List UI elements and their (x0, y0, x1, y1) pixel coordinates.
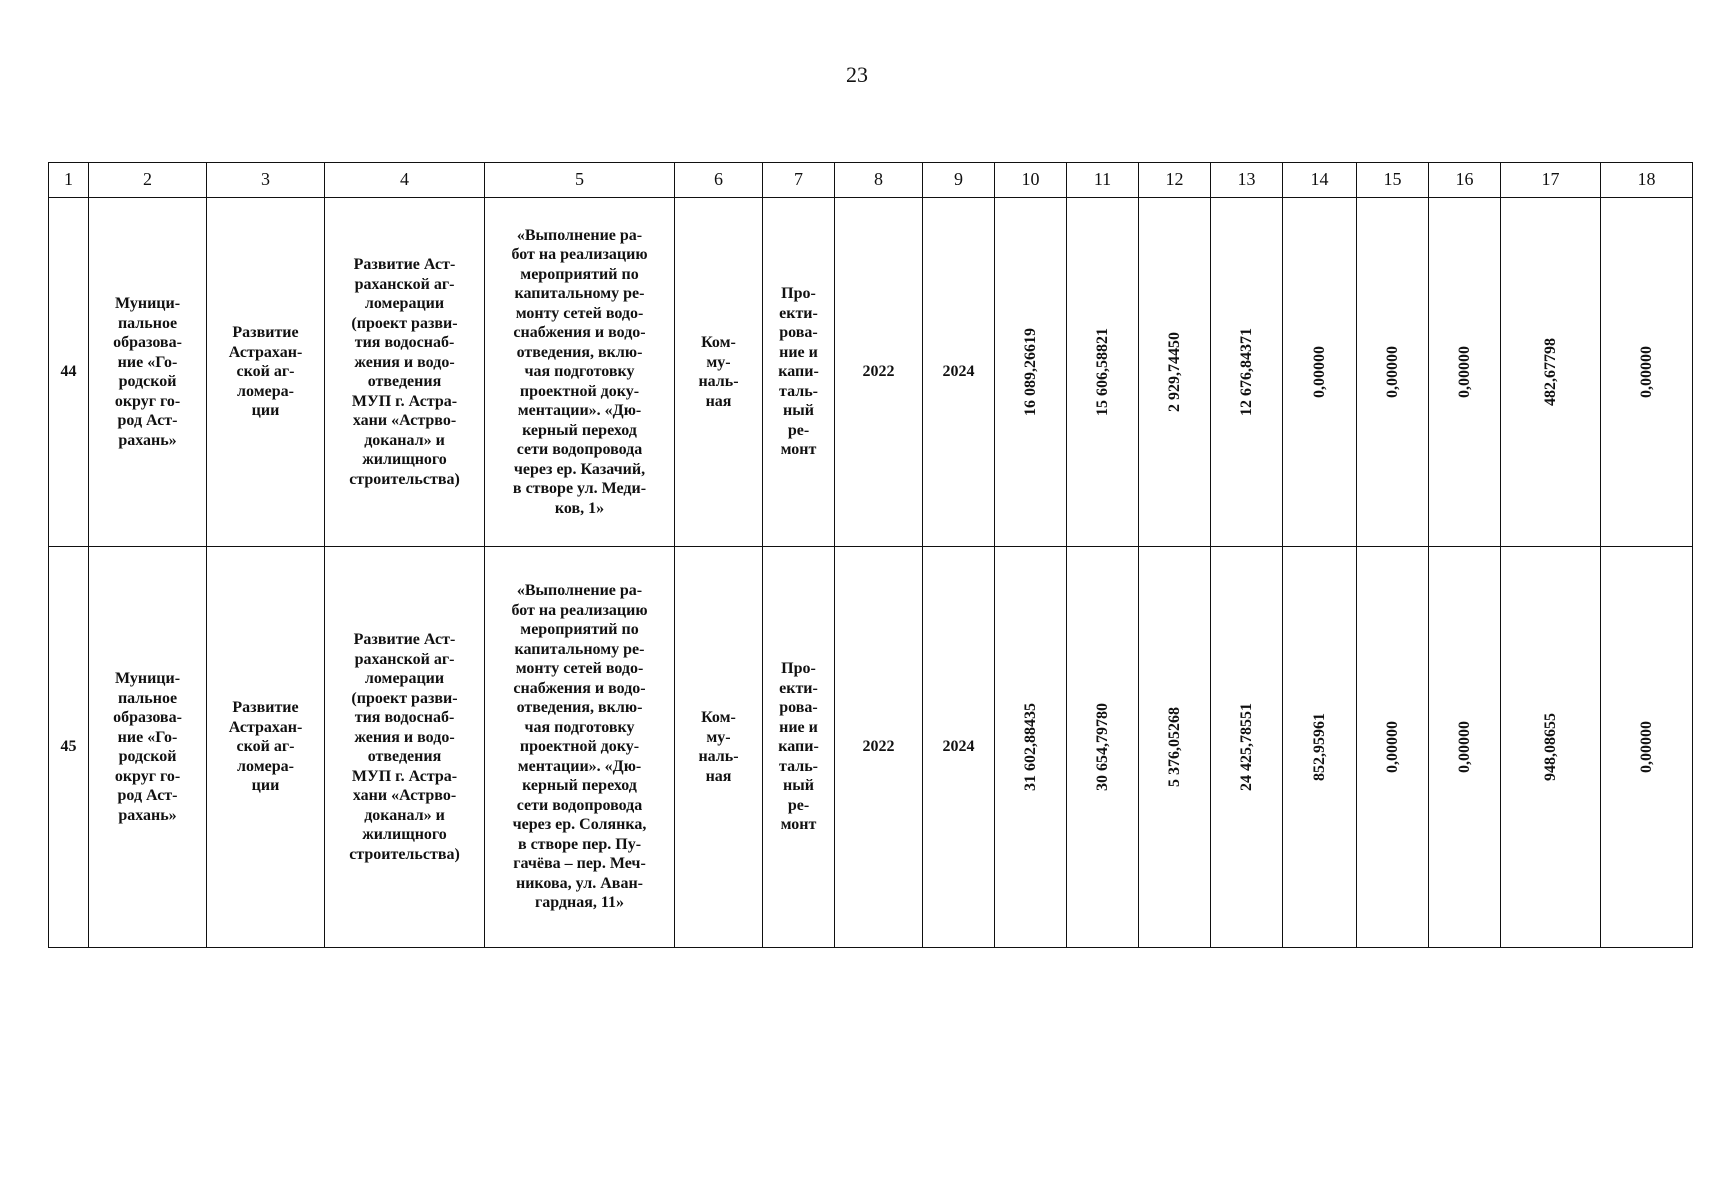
amount-cell: 852,95961 (1310, 713, 1328, 781)
col-header: 8 (835, 163, 923, 198)
col-header: 2 (89, 163, 207, 198)
amount-cell: 2 929,74450 (1165, 332, 1183, 412)
work-type-cell: Про- екти- рова- ние и капи- таль- ный ре- монт (763, 198, 835, 547)
amount-cell: 31 602,88435 (1021, 703, 1039, 791)
amount-cell: 30 654,79780 (1093, 703, 1111, 791)
table-row (49, 198, 1693, 547)
amount-cell: 16 089,26619 (1021, 328, 1039, 416)
row-number: 45 (49, 547, 89, 948)
col-header: 17 (1501, 163, 1601, 198)
amount-cell: 24 425,78551 (1237, 703, 1255, 791)
col-header: 18 (1601, 163, 1693, 198)
object-cell: «Выполнение ра- бот на реализацию мероприятий по капитальному ре- монту сетей водо- снабжения и водо- отведения, вклю- чая подготовку проектной доку- ментации». «Дю- керный переход сети водопровода через ер. Солянка, в створе пер. Пу- гачёва – пер. Меч- никова, ул. Аван- гардная, 11» (485, 547, 675, 948)
municipality-cell: Муници- пальное образова- ние «Го- родской округ го- род Аст- рахань» (89, 547, 207, 948)
col-header: 4 (325, 163, 485, 198)
col-header: 15 (1357, 163, 1429, 198)
col-header: 12 (1139, 163, 1211, 198)
amount-cell: 0,00000 (1383, 346, 1401, 398)
col-header: 11 (1067, 163, 1139, 198)
amount-cell: 0,00000 (1455, 346, 1473, 398)
end-year-cell: 2024 (923, 547, 995, 948)
table-header-row (49, 163, 1693, 198)
project-cell: Развитие Аст- раханской аг- ломерации (проект разви- тия водоснаб- жения и водо- отведения МУП г. Астра- хани «Астрво- доканал» и жилищного строительства) (325, 547, 485, 948)
col-header: 16 (1429, 163, 1501, 198)
program-cell: Развитие Астрахан- ской аг- ломера- ции (207, 547, 325, 948)
col-header: 13 (1211, 163, 1283, 198)
page-number: 23 (846, 62, 868, 87)
amount-cell: 12 676,84371 (1237, 328, 1255, 416)
project-cell: Развитие Аст- раханской аг- ломерации (проект разви- тия водоснаб- жения и водо- отведения МУП г. Астра- хани «Астрво- доканал» и жилищного строительства) (325, 198, 485, 547)
sector-cell: Ком- му- наль- ная (675, 198, 763, 547)
col-header: 10 (995, 163, 1067, 198)
data-table (48, 162, 1693, 948)
col-header: 7 (763, 163, 835, 198)
col-header: 14 (1283, 163, 1357, 198)
amount-cell: 0,00000 (1310, 346, 1328, 398)
amount-cell: 15 606,58821 (1093, 328, 1111, 416)
col-header: 5 (485, 163, 675, 198)
col-header: 1 (49, 163, 89, 198)
col-header: 9 (923, 163, 995, 198)
col-header: 3 (207, 163, 325, 198)
amount-cell: 948,08655 (1541, 713, 1559, 781)
amount-cell: 0,00000 (1637, 346, 1655, 398)
object-cell: «Выполнение ра- бот на реализацию мероприятий по капитальному ре- монту сетей водо- снабжения и водо- отведения, вклю- чая подготовку проектной доку- ментации». «Дю- керный переход сети водопровода через ер. Казачий, в створе ул. Меди- ков, 1» (485, 198, 675, 547)
col-header: 6 (675, 163, 763, 198)
start-year-cell: 2022 (835, 198, 923, 547)
municipality-cell: Муници- пальное образова- ние «Го- родской округ го- род Аст- рахань» (89, 198, 207, 547)
sector-cell: Ком- му- наль- ная (675, 547, 763, 948)
amount-cell: 482,67798 (1541, 338, 1559, 406)
start-year-cell: 2022 (835, 547, 923, 948)
program-cell: Развитие Астрахан- ской аг- ломера- ции (207, 198, 325, 547)
amount-cell: 0,00000 (1637, 721, 1655, 773)
table-row (49, 547, 1693, 948)
amount-cell: 0,00000 (1383, 721, 1401, 773)
work-type-cell: Про- екти- рова- ние и капи- таль- ный ре- монт (763, 547, 835, 948)
row-number: 44 (49, 198, 89, 547)
amount-cell: 5 376,05268 (1165, 707, 1183, 787)
amount-cell: 0,00000 (1455, 721, 1473, 773)
end-year-cell: 2024 (923, 198, 995, 547)
